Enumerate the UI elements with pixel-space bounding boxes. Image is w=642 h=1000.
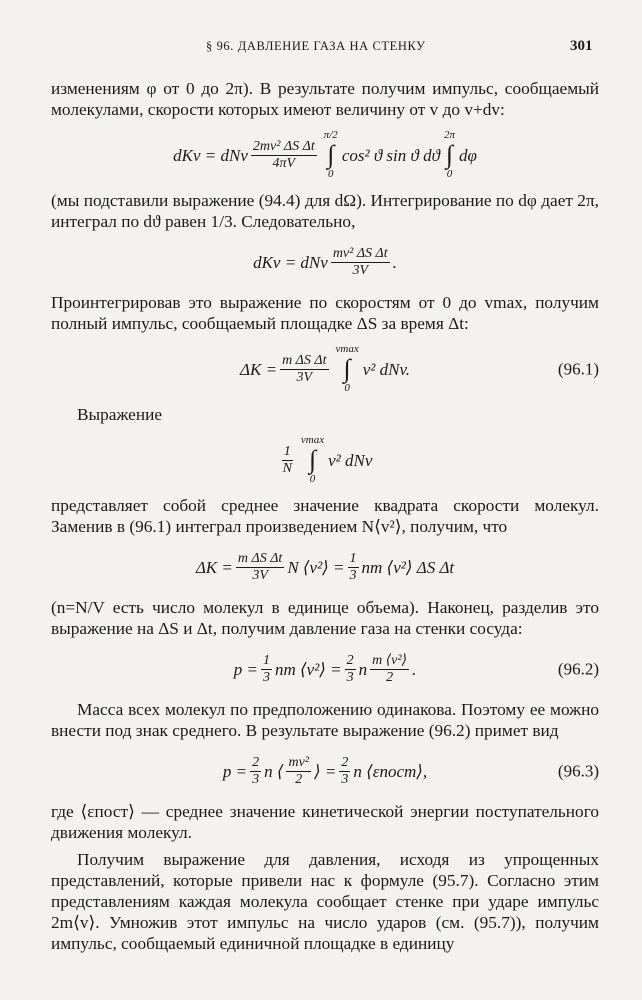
integrand: v² dNv. — [362, 359, 410, 379]
eq-fraction — [281, 444, 294, 477]
section-title: § 96. ДАВЛЕНИЕ ГАЗА НА СТЕНКУ — [206, 39, 426, 53]
eq-fraction — [339, 755, 350, 788]
eq-fraction — [236, 551, 284, 584]
eq-fraction — [331, 246, 390, 279]
eq-fraction — [251, 139, 317, 172]
fraction-numerator: 2 — [341, 754, 349, 770]
fraction-denominator: 3 — [341, 771, 349, 787]
equation-number: (96.3) — [557, 761, 599, 781]
integral-upper-limit: vmax — [335, 343, 359, 355]
eq-tail: . — [392, 252, 397, 272]
eq-tail: n ⟨εпост⟩, — [353, 761, 428, 781]
eq-fraction — [348, 551, 359, 584]
eq-lhs: p = — [233, 659, 258, 679]
paragraph: Выражение — [77, 405, 162, 424]
fraction-denominator: N — [282, 460, 292, 476]
fraction-denominator: 3 — [252, 771, 260, 787]
eq-lhs: ΔK = — [240, 359, 278, 379]
fraction-numerator: mv² — [288, 754, 309, 770]
page-number: 301 — [570, 38, 593, 54]
paragraph: Получим выражение для давления, исходя из упрощенных представлений, которые привели нас к формуле (95.7). Согласно этим представлениям каждая молекула сообщает стенке при ударе импульс 2m⟨v⟩. Умножив этот импульс на число ударов (см. (95.7)), получим импульс, сообщаемый единичной площадке в единицу — [51, 850, 599, 953]
fraction-numerator: m ΔS Δt — [237, 550, 283, 566]
integral-lower-limit: 0 — [344, 382, 350, 394]
eq-middle: nm ⟨v²⟩ = — [274, 659, 342, 679]
integrand: dφ — [458, 145, 477, 165]
fraction-numerator: mv² ΔS Δt — [332, 245, 388, 261]
equation-dKv-integral — [51, 124, 599, 186]
fraction-denominator: 3 — [262, 669, 270, 685]
equation-dKv — [51, 236, 599, 288]
eq-middle: n ⟨ — [264, 761, 284, 781]
fraction-numerator: m ΔS Δt — [282, 352, 327, 368]
paragraph: (n=N/V есть число молекул в единице объема). Наконец, разделив это выражение на ΔS и Δt, получим давление газа на стенки сосуда: — [51, 598, 599, 638]
equation-deltaK — [51, 541, 599, 593]
integral-lower-limit: 0 — [309, 473, 316, 485]
equation-96-3 — [51, 745, 599, 797]
integral-upper-limit: π/2 — [323, 129, 338, 141]
equation-number: (96.1) — [557, 359, 599, 379]
fraction-denominator: 3 — [346, 669, 354, 685]
paragraph: (мы подставили выражение (94.4) для dΩ). Интегрирование по dφ дает 2π, интеграл по dϑ равен 1/3. Следовательно, — [51, 191, 599, 231]
integrand: cos² ϑ sin ϑ dϑ — [341, 145, 440, 165]
integral-sign: vmax ∫ 0 — [335, 343, 359, 394]
integrand: v² dNv — [328, 450, 373, 470]
equation-96-2 — [51, 643, 599, 695]
equation-number: (96.2) — [557, 659, 599, 679]
fraction-numerator: 1 — [262, 652, 270, 668]
integral-upper-limit: 2π — [443, 129, 455, 141]
paragraph: изменениям φ от 0 до 2π). В результате получим импульс, сообщаемый молекулами, скорости которых имеют величину от v до v+dv: — [51, 79, 599, 119]
fraction-numerator: 2mv² ΔS Δt — [252, 138, 315, 154]
equation-96-1 — [51, 338, 599, 400]
paragraph: Проинтегрировав это выражение по скоростям от 0 до vmax, получим полный импульс, сообщаемый площадке ΔS за время Δt: — [51, 293, 599, 333]
integral-lower-limit: 0 — [446, 168, 453, 180]
fraction-denominator: 4πV — [272, 155, 296, 171]
fraction-denominator: 2 — [295, 771, 303, 787]
fraction-numerator: 1 — [349, 550, 357, 566]
page-header — [0, 34, 642, 60]
eq-lhs: ΔK = — [195, 557, 233, 577]
eq-fraction — [280, 353, 328, 386]
fraction-denominator: 2 — [386, 669, 394, 685]
equation-mean-square — [51, 429, 599, 491]
integral-sign: 2π ∫ 0 — [443, 129, 455, 180]
paragraph: Масса всех молекул по предположению одинакова. Поэтому ее можно внести под знак среднего. В результате выражение (96.2) примет вид — [51, 700, 599, 740]
fraction-numerator: m ⟨v²⟩ — [372, 652, 408, 668]
eq-middle: n — [358, 659, 368, 679]
eq-fraction — [370, 653, 409, 686]
fraction-denominator: 3V — [352, 262, 369, 278]
eq-tail: nm ⟨v²⟩ ΔS Δt — [361, 557, 455, 577]
fraction-denominator: 3V — [252, 567, 268, 583]
eq-lhs: dKv = dNv — [253, 252, 328, 272]
eq-middle: ⟩ = — [314, 761, 337, 781]
integral-lower-limit: 0 — [328, 168, 334, 180]
eq-middle: N ⟨v²⟩ = — [287, 557, 345, 577]
page-body — [51, 78, 599, 954]
eq-fraction — [345, 653, 356, 686]
fraction-numerator: 2 — [346, 652, 354, 668]
paragraph: где ⟨εпост⟩ — среднее значение кинетической энергии поступательного движения молекул. — [51, 802, 599, 842]
fraction-numerator: 1 — [283, 443, 291, 459]
fraction-denominator: 3V — [296, 369, 313, 385]
fraction-numerator: 2 — [252, 754, 260, 770]
integral-upper-limit: vmax — [300, 434, 325, 446]
eq-lhs: p = — [222, 761, 248, 781]
eq-lhs: dKv = dNv — [173, 145, 248, 165]
eq-fraction — [286, 755, 311, 788]
paragraph: представляет собой среднее значение квадрата скорости молекул. Заменив в (96.1) интеграл произведением N⟨v²⟩, получим, что — [51, 496, 599, 536]
eq-fraction — [250, 755, 261, 788]
eq-fraction — [261, 653, 272, 686]
eq-tail: . — [412, 659, 417, 679]
fraction-denominator: 3 — [349, 567, 357, 583]
integral-sign: vmax ∫ 0 — [300, 434, 325, 485]
integral-sign: π/2 ∫ 0 — [323, 129, 338, 180]
